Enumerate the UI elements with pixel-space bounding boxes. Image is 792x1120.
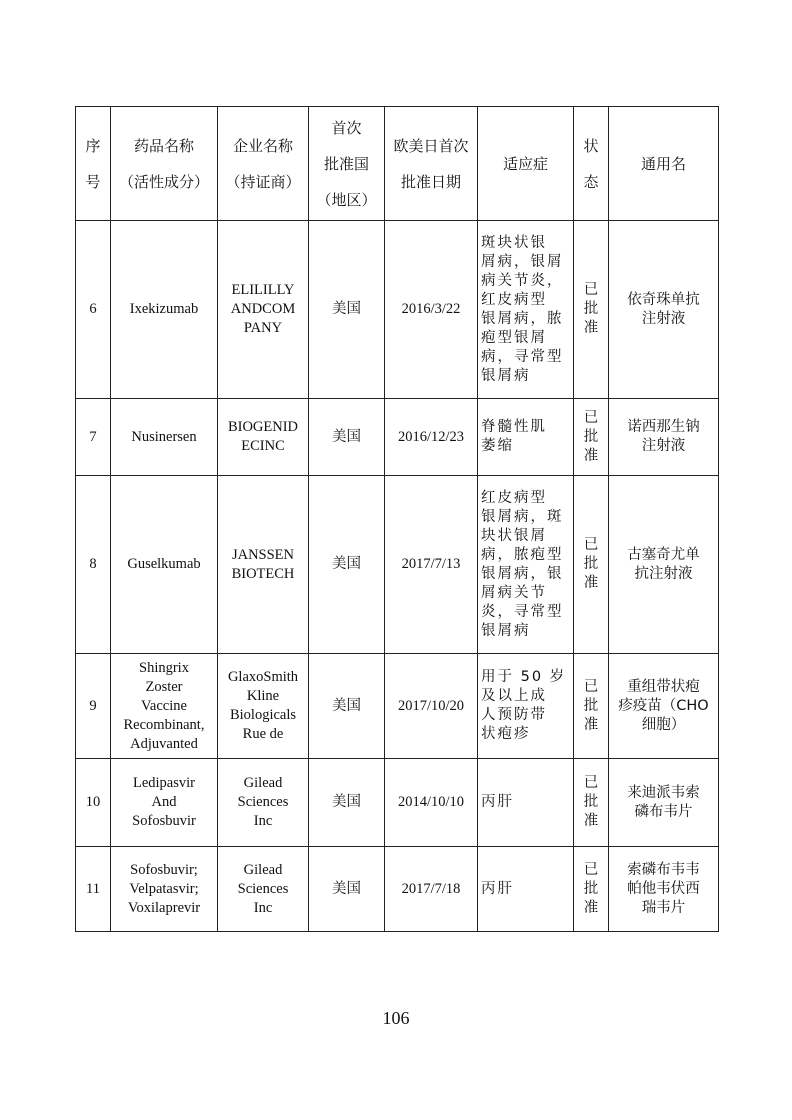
header-generic-name: 通用名	[609, 107, 719, 221]
header-indication: 适应症	[478, 107, 574, 221]
cell-country: 美国	[309, 476, 385, 654]
cell-company: Gilead Sciences Inc	[218, 847, 309, 932]
cell-date: 2017/7/13	[385, 476, 478, 654]
header-approval-date: 欧美日首次 批准日期	[385, 107, 478, 221]
cell-status: 已 批 准	[574, 399, 609, 476]
cell-indication: 丙肝	[478, 759, 574, 847]
cell-generic-name: 古塞奇尤单 抗注射液	[609, 476, 719, 654]
cell-indication: 红皮病型 银屑病，斑 块状银屑 病，脓疱型 银屑病，银 屑病关节 炎，寻常型 银屑病	[478, 476, 574, 654]
header-company: 企业名称 （持证商）	[218, 107, 309, 221]
cell-status: 已 批 准	[574, 654, 609, 759]
cell-indication: 斑块状银 屑病，银屑 病关节炎， 红皮病型 银屑病，脓 疱型银屑 病，寻常型 银屑病	[478, 221, 574, 399]
table-row	[76, 399, 719, 476]
cell-drug-name: Ledipasvir And Sofosbuvir	[111, 759, 218, 847]
cell-country: 美国	[309, 759, 385, 847]
header-first-approval-country: 首次 批准国 （地区）	[309, 107, 385, 221]
cell-date: 2017/7/18	[385, 847, 478, 932]
table-row	[76, 476, 719, 654]
table-row	[76, 759, 719, 847]
cell-drug-name: Shingrix Zoster Vaccine Recombinant, Adjuvanted	[111, 654, 218, 759]
cell-indication: 丙肝	[478, 847, 574, 932]
table-row	[76, 654, 719, 759]
cell-country: 美国	[309, 654, 385, 759]
cell-date: 2017/10/20	[385, 654, 478, 759]
cell-date: 2016/3/22	[385, 221, 478, 399]
cell-status: 已 批 准	[574, 847, 609, 932]
header-row	[76, 107, 719, 221]
table-header	[76, 107, 719, 221]
cell-company: Gilead Sciences Inc	[218, 759, 309, 847]
cell-date: 2014/10/10	[385, 759, 478, 847]
cell-status: 已 批 准	[574, 759, 609, 847]
page-number: 106	[382, 1008, 410, 1028]
cell-generic-name: 依奇珠单抗 注射液	[609, 221, 719, 399]
header-index: 序 号	[76, 107, 111, 221]
table-row	[76, 847, 719, 932]
cell-company: ELILILLY ANDCOM PANY	[218, 221, 309, 399]
cell-country: 美国	[309, 399, 385, 476]
cell-index: 11	[76, 847, 111, 932]
cell-status: 已 批 准	[574, 476, 609, 654]
cell-indication: 用于 50 岁 及以上成 人预防带 状疱疹	[478, 654, 574, 759]
table-row	[76, 221, 719, 399]
cell-country: 美国	[309, 847, 385, 932]
cell-date: 2016/12/23	[385, 399, 478, 476]
cell-drug-name: Nusinersen	[111, 399, 218, 476]
cell-index: 8	[76, 476, 111, 654]
cell-generic-name: 诺西那生钠 注射液	[609, 399, 719, 476]
cell-company: GlaxoSmith Kline Biologicals Rue de	[218, 654, 309, 759]
cell-generic-name: 索磷布韦韦 帕他韦伏西 瑞韦片	[609, 847, 719, 932]
cell-company: BIOGENID ECINC	[218, 399, 309, 476]
cell-drug-name: Guselkumab	[111, 476, 218, 654]
cell-indication: 脊髓性肌 萎缩	[478, 399, 574, 476]
cell-generic-name: 来迪派韦索 磷布韦片	[609, 759, 719, 847]
cell-index: 9	[76, 654, 111, 759]
header-drug-name: 药品名称 （活性成分）	[111, 107, 218, 221]
cell-company: JANSSEN BIOTECH	[218, 476, 309, 654]
cell-drug-name: Sofosbuvir; Velpatasvir; Voxilaprevir	[111, 847, 218, 932]
cell-status: 已 批 准	[574, 221, 609, 399]
cell-country: 美国	[309, 221, 385, 399]
header-status: 状 态	[574, 107, 609, 221]
cell-generic-name: 重组带状疱 疹疫苗（CHO 细胞）	[609, 654, 719, 759]
cell-drug-name: Ixekizumab	[111, 221, 218, 399]
cell-index: 7	[76, 399, 111, 476]
cell-index: 6	[76, 221, 111, 399]
drug-approval-table	[75, 106, 719, 932]
table-body	[76, 221, 719, 932]
cell-index: 10	[76, 759, 111, 847]
